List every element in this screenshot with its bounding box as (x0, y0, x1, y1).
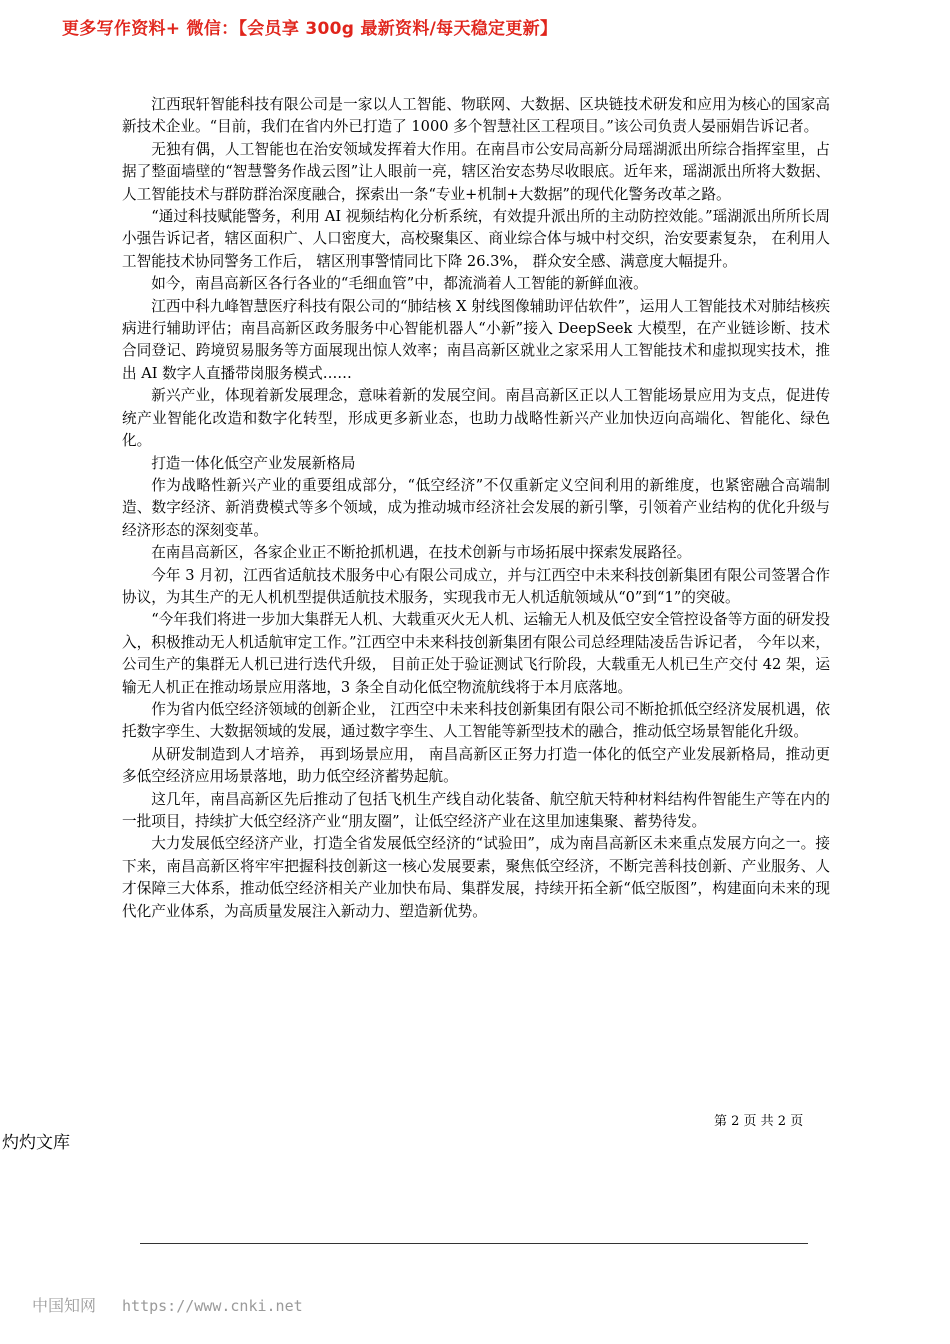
section-heading: 打造一体化低空产业发展新格局 (151, 454, 356, 472)
paragraph: 今年 3 月初，江西省适航技术服务中心有限公司成立，并与江西空中未来科技创新集团有限公司签署合作协议，为其生产的无人机机型提供适航技术服务，实现我市无人机适航领域从“0”到“1”的突破。 (122, 566, 830, 606)
paragraph: 无独有偶，人工智能也在治安领域发挥着大作用。在南昌市公安局高新分局瑶湖派出所综合指挥室里，占据了整面墙壁的“智慧警务作战云图”让人眼前一亮，辖区治安态势尽收眼底。近年来，瑶湖派出所将大数据、人工智能技术与群防群治深度融合，探索出一条“专业+机制+大数据”的现代化警务改革之路。 (122, 140, 830, 203)
promo-banner: 更多写作资料+ 微信：【会员享 300g 最新资料/每天稳定更新】 (62, 19, 558, 39)
library-name: 灼灼文库 (2, 1133, 70, 1153)
footer-divider (140, 1243, 808, 1244)
paragraph: 江西中科九峰智慧医疗科技有限公司的“肺结核 X 射线图像辅助评估软件”，运用人工智能技术对肺结核疾病进行辅助评估；南昌高新区政务服务中心智能机器人“小新”接入 DeepSeek 大模型，在产业链诊断、技术合同登记、跨境贸易服务等方面展现出惊人效率；南昌高新区就业之家采用人工智能技术和虚拟现实技术，推出 AI 数字人直播带岗服务模式…… (122, 297, 830, 382)
paragraph: 江西珉轩智能科技有限公司是一家以人工智能、物联网、大数据、区块链技术研发和应用为核心的国家高新技术企业。“目前，我们在省内外已打造了 1000 多个智慧社区工程项目。”该公司负责人晏丽娟告诉记者。 (122, 96, 830, 136)
paragraph: 新兴产业，体现着新发展理念，意味着新的发展空间。南昌高新区正以人工智能场景应用为支点，促进传统产业智能化改造和数字化转型，形成更多新业态，也助力战略性新兴产业加快迈向高端化、智能化、绿色化。 (122, 387, 830, 450)
source-footer (32, 1293, 303, 1316)
paragraph: “今年我们将进一步加大集群无人机、大载重灭火无人机、运输无人机及低空安全管控设备等方面的研发投入，积极推动无人机适航审定工作。”江西空中未来科技创新集团有限公司总经理陆凌岳告诉记者， 今年以来， 公司生产的集群无人机已进行迭代升级， 目前正处于验证测试飞行阶段，大载重无人机已生产交付 42 架，运输无人机正在推动场景应用落地，3 条全自动化低空物流航线将于本月底落地。 (122, 611, 830, 696)
paragraph: 这几年，南昌高新区先后推动了包括飞机生产线自动化装备、航空航天特种材料结构件智能生产等在内的一批项目，持续扩大低空经济产业“朋友圈”，让低空经济产业在这里加速集聚、蓄势待发。 (122, 790, 830, 830)
paragraph: 如今，南昌高新区各行各业的“毛细血管”中，都流淌着人工智能的新鲜血液。 (151, 275, 648, 293)
paragraph: 大力发展低空经济产业，打造全省发展低空经济的“试验田”，成为南昌高新区未来重点发展方向之一。接下来，南昌高新区将牢牢把握科技创新这一核心发展要素，聚焦低空经济，不断完善科技创新、产业服务、人才保障三大体系，推动低空经济相关产业加快布局、集群发展，持续开拓全新“低空版图”，构建面向未来的现代化产业体系，为高质量发展注入新动力、塑造新优势。 (122, 835, 830, 920)
page-number: 第 2 页 共 2 页 (714, 1114, 804, 1129)
paragraph: “通过科技赋能警务，利用 AI 视频结构化分析系统，有效提升派出所的主动防控效能。”瑶湖派出所所长周小强告诉记者，辖区面积广、人口密度大，高校聚集区、商业综合体与城中村交织，治安要素复杂， 在利用人工智能技术协同警务工作后， 辖区刑事警情同比下降 26.3%， 群众安全感、满意度大幅提升。 (122, 208, 830, 270)
source-url[interactable]: https://www.cnki.net (122, 1297, 303, 1315)
paragraph: 从研发制造到人才培养， 再到场景应用， 南昌高新区正努力打造一体化的低空产业发展新格局，推动更多低空经济应用场景落地，助力低空经济蓄势起航。 (122, 745, 830, 786)
paragraph: 在南昌高新区，各家企业正不断抢抓机遇，在技术创新与市场拓展中探索发展路径。 (151, 544, 692, 562)
paragraph: 作为战略性新兴产业的重要组成部分，“低空经济”不仅重新定义空间利用的新维度，也紧密融合高端制造、数字经济、新消费模式等多个领域，成为推动城市经济社会发展的新引擎，引领着产业结构的优化升级与经济形态的深刻变革。 (122, 476, 830, 539)
article-body (122, 94, 830, 923)
paragraph: 作为省内低空经济领域的创新企业， 江西空中未来科技创新集团有限公司不断抢抓低空经济发展机遇，依托数字孪生、大数据领域的发展，通过数字孪生、人工智能等新型技术的融合，推动低空场景智能化升级。 (122, 700, 830, 741)
source-name: 中国知网 (32, 1296, 97, 1315)
